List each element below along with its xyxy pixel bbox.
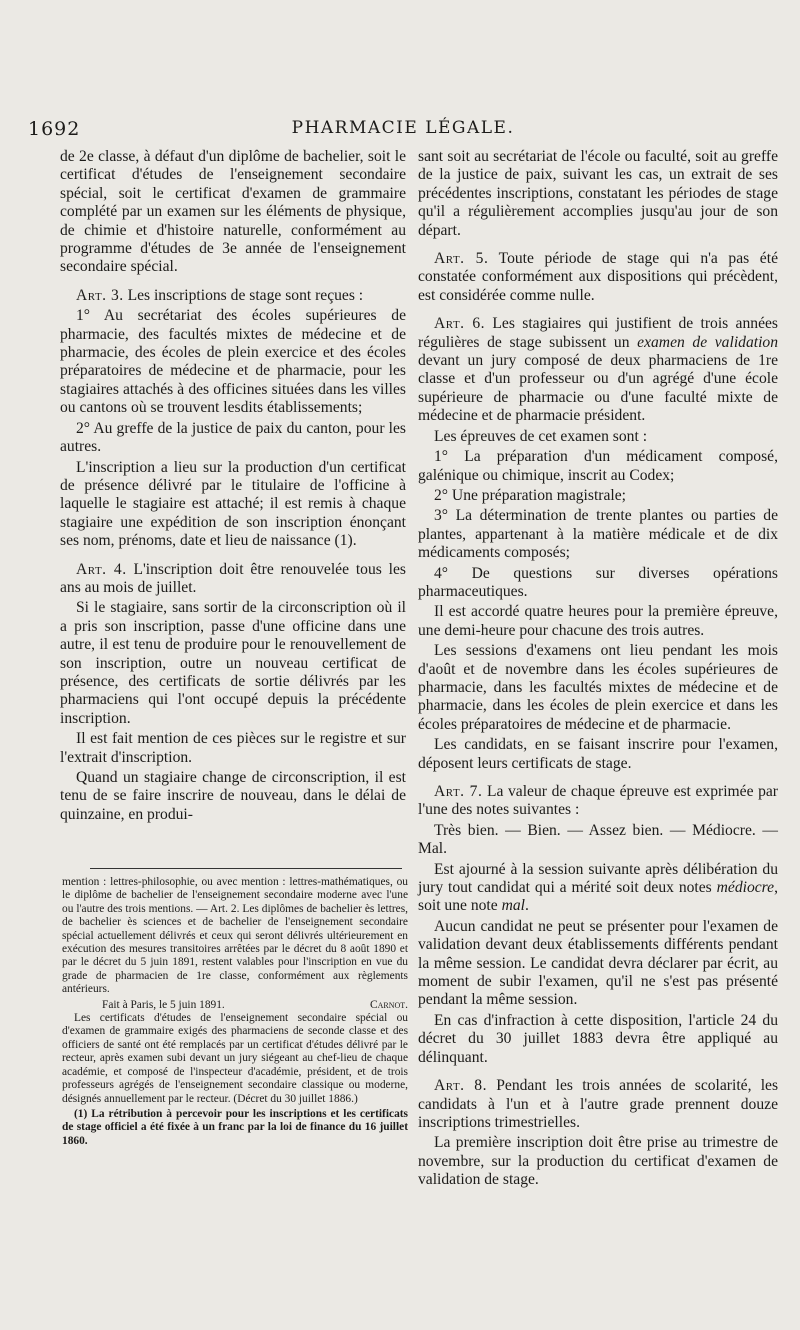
article-6: [418, 315, 778, 425]
page-header: [28, 118, 778, 142]
article-7: [418, 783, 778, 820]
paragraph: En cas d'infraction à cette disposition, l'article 24 du décret du 30 juillet 1883 devra être appliqué au délinquant.: [418, 1011, 778, 1066]
emphasis: médiocre: [716, 879, 775, 897]
article-8: [418, 1077, 778, 1132]
emphasis: mal: [501, 897, 525, 915]
footnote-divider: [90, 868, 402, 869]
footnote-1: [62, 1108, 408, 1148]
paragraph: Les sessions d'examens ont lieu pendant les mois d'août et de novembre dans les écoles supérieures de pharmacie, dans les facultés mixtes de médecine et de pharmacie, dans les écoles de plein exercice et dans les écoles préparatoires de médecine et de pharmacie.: [418, 642, 778, 733]
article-text: Les inscriptions de stage sont reçues :: [127, 286, 364, 304]
paragraph: Les épreuves de cet examen sont :: [434, 427, 648, 445]
paragraph: Quand un stagiaire change de circonscription, il est tenu de se faire inscrire de nouveau, dans le délai de quinzaine, en produi-: [60, 769, 406, 823]
paragraph: 2° Au greffe de la justice de paix du canton, pour les autres.: [60, 419, 406, 456]
paragraph: Il est fait mention de ces pièces sur le registre et sur l'extrait d'inscription.: [60, 730, 406, 766]
article-3: [60, 287, 406, 305]
decree-place-date: Fait à Paris, le 5 juin 1891.: [102, 998, 225, 1011]
article-text: devant un jury composé de deux pharmaciens de 1re classe et d'un professeur ou d'un agrégé d'une école supérieure de pharmacie ou d'une faculté mixte de médecine et de pharmacie président.: [418, 352, 778, 425]
paragraph: Très bien. — Bien. — Assez bien. — Médiocre. — Mal.: [418, 821, 778, 858]
paragraph: sant soit au secrétariat de l'école ou faculté, soit au greffe de la justice de paix, suivant les cas, un extrait de ses précédentes inscriptions, constatant les périodes de stage qu'il a régulièrement accomplies jusqu'au jour de son départ.: [418, 148, 778, 239]
footnotes: [62, 876, 408, 1150]
page-number: 1692: [28, 118, 81, 140]
paragraph: de 2e classe, à défaut d'un diplôme de bachelier, soit le certificat d'études de l'enseignement secondaire spécial, soit le certificat d'examen de grammaire complété par un examen sur les éléments de physique, de chimie et d'histoire naturelle, conformément au programme d'études de 3e année de l'enseignement secondaire spécial.: [60, 148, 406, 276]
footnote-text: mention : lettres-philosophie, ou avec mention : lettres-mathématiques, ou le diplôme de bachelier de l'enseignement secondaire moderne avec l'une ou l'autre des trois mentions. — Art. 2. Les diplômes de bachelier ès lettres, de bachelier ès sciences et de bachelier de l'enseignement secondaire spécial actuellement délivrés et ceux qui seront délivrés ultérieurement en exécution des mesures transitoires arrêtées par le décret du 8 août 1890 et par le décret du 5 juin 1891, restent valables pour l'inscription en vue du grade de pharmacien de 1re classe, conformément aux règlements antérieurs.: [62, 876, 408, 996]
article-label: Art. 4.: [76, 560, 127, 578]
paragraph: 1° Au secrétariat des écoles supérieures de pharmacie, des facultés mixtes de médecine et de pharmacie, des écoles de plein exercice et des écoles préparatoires de médecine et de pharmacie, pour les stagiaires attachés à des officines situées dans les villes ou cantons où se trouvent lesdits établissements;: [60, 307, 406, 417]
left-column: [60, 148, 406, 826]
text: , soit une note: [418, 879, 778, 915]
signatory: Carnot.: [370, 998, 408, 1011]
article-label: Art. 8.: [434, 1077, 487, 1095]
paragraph: Si le stagiaire, sans sortir de la circonscription où il a pris son inscription, passe d'une officine dans une autre, il est tenu de produire pour le renouvellement de son inscription, outre un nouveau certificat de présence, des certificats de sortie délivrés par les pharmaciens qui l'ont occupé depuis la précédente inscription.: [60, 599, 406, 727]
paragraph: L'inscription a lieu sur la production d'un certificat de présence délivré par le titulaire de l'officine à laquelle le stagiaire est attaché; il est remis à chaque stagiaire une expédition de son inscription énonçant ses nom, prénoms, date et lieu de naissance (1).: [60, 458, 406, 550]
article-text: La valeur de chaque épreuve est exprimée par l'une des notes suivantes :: [418, 783, 779, 819]
paragraph: Les candidats, en se faisant inscrire pour l'examen, déposent leurs certificats de stage.: [418, 736, 778, 772]
right-column: [418, 148, 778, 1192]
footnote-text: Les certificats d'études de l'enseignement secondaire spécial ou d'examen de grammaire exigés des pharmaciens de seconde classe et des officiers de santé ont été remplacés par un certificat d'études délivré par le recteur, après examen subi devant un jury siégeant au chef-lieu de chaque académie, et composé de l'inspecteur d'académie, président, et de trois professeurs agrégés de l'enseignement secondaire classique ou moderne, désignés annuellement par le recteur. (Décret du 30 juillet 1886.): [62, 1012, 408, 1105]
paragraph: La première inscription doit être prise au trimestre de novembre, sur la production du certificat d'examen de validation de stage.: [418, 1134, 778, 1189]
article-text: Pendant les trois années de scolarité, les candidats à l'un et à l'autre grade prennent douze inscriptions trimestrielles.: [418, 1077, 779, 1131]
article-label: Art. 3.: [76, 286, 124, 304]
article-text: L'inscription doit être renouvelée tous les ans au mois de juillet.: [60, 560, 406, 596]
article-5: [418, 250, 778, 305]
article-label: Art. 6.: [434, 315, 486, 333]
running-title: PHARMACIE LÉGALE.: [291, 118, 515, 138]
footnote-ref: (1): [74, 1107, 88, 1120]
list-item: 1° La préparation d'un médicament composé, galénique ou chimique, inscrit au Codex;: [418, 448, 778, 484]
article-label: Art. 7.: [434, 783, 483, 800]
emphasis: examen de validation: [637, 333, 779, 351]
text: .: [525, 897, 529, 915]
paragraph: Aucun candidat ne peut se présenter pour l'examen de validation devant deux établissements différents pendant la même session. Le candidat devra déclarer par écrit, au moment de subir l'examen, qu'il ne s'est pas présenté pendant la même session.: [418, 917, 778, 1009]
article-text: Les stagiaires qui justifient de trois années régulières de stage subissent un: [418, 315, 778, 351]
decree-signature: [62, 999, 408, 1012]
footnote-text: La rétribution à percevoir pour les inscriptions et les certificats de stage officiel a été fixée à un franc par la loi de finance du 16 juillet 1860.: [62, 1107, 408, 1147]
paragraph: Il est accordé quatre heures pour la première épreuve, une demi-heure pour chacune des trois autres.: [418, 603, 778, 639]
text: Est ajourné à la session suivante après délibération du jury tout candidat qui a mérité soit deux notes: [418, 860, 778, 897]
article-label: Art. 5.: [434, 250, 489, 268]
list-item: 4° De questions sur diverses opérations pharmaceutiques.: [418, 564, 778, 600]
paragraph: [418, 861, 778, 916]
list-item: 2° Une préparation magistrale;: [434, 486, 626, 504]
article-text: Toute période de stage qui n'a pas été constatée conformément aux dispositions qui précèdent, est considérée comme nulle.: [418, 250, 778, 304]
list-item: 3° La détermination de trente plantes ou parties de plantes, appartenant à la matière médicale et de dix médicaments composés;: [418, 507, 778, 562]
article-4: [60, 561, 406, 598]
